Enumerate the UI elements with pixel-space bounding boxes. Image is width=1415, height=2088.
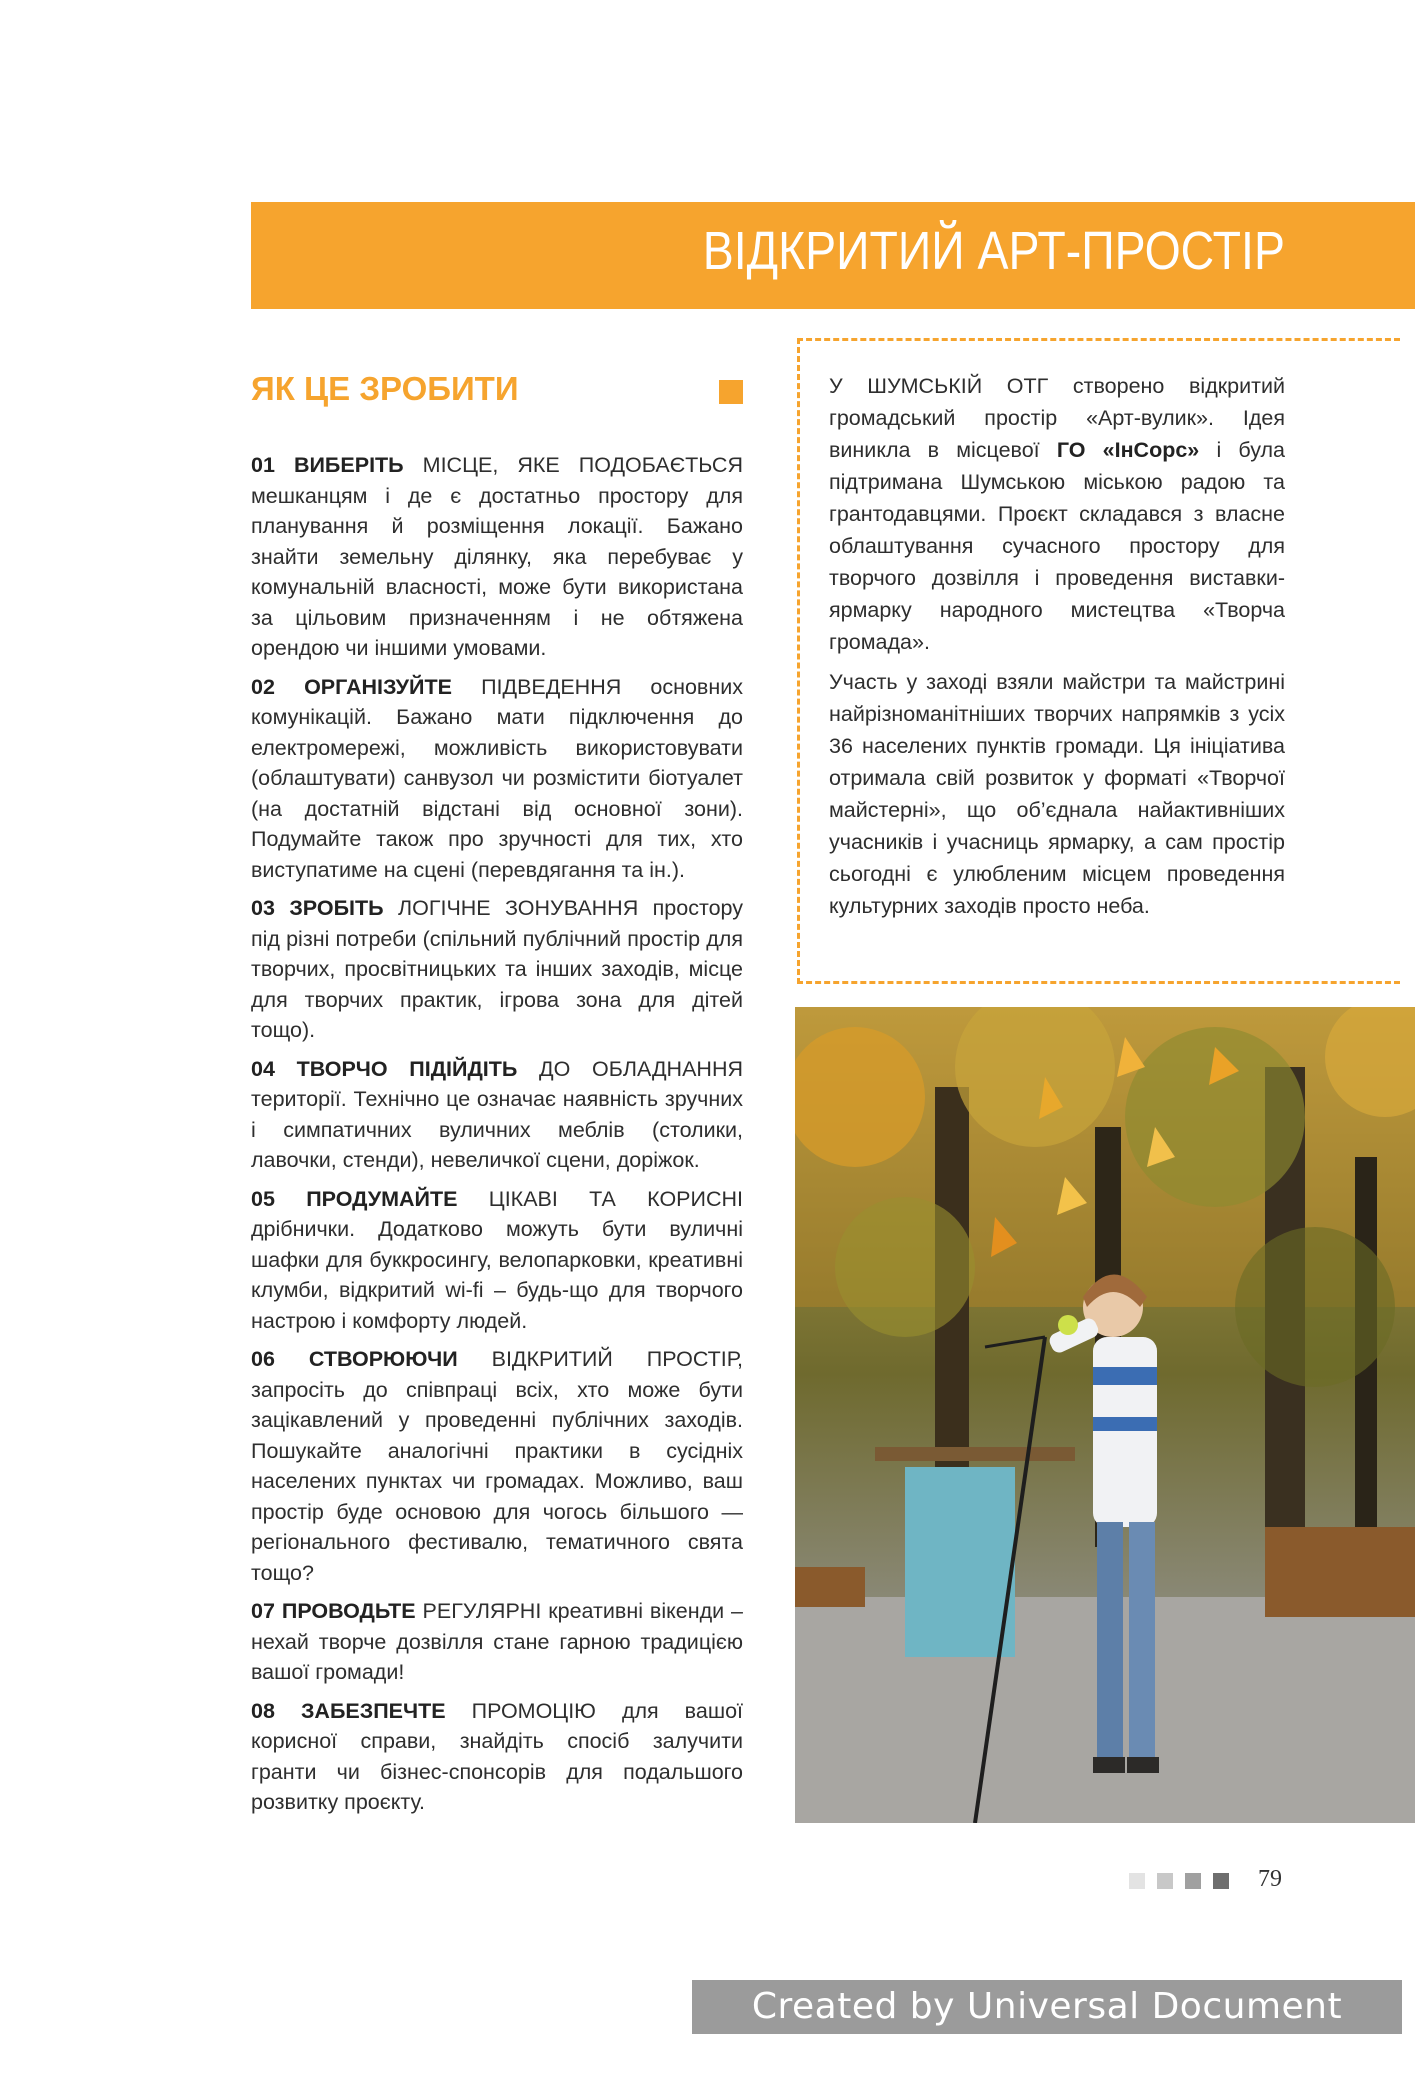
case-study (829, 370, 1285, 930)
step-number: 06 (251, 1347, 275, 1371)
organization-name: ГО «ІнСорс» (1056, 438, 1200, 462)
step-item (251, 450, 743, 664)
step-item (251, 1054, 743, 1176)
step-text: простору під різні потреби (спільний публічний простір для творчих, просвітницьких та інших заходів, місце для творчих практик, ігрова зона для дітей тощо). (251, 896, 743, 1042)
title-banner (251, 202, 1415, 309)
step-text: території. Технічно це означає наявність зручних і симпатичних вуличних меблів (столики, лавочки, стенди), невеличкої сцени, доріжок. (251, 1087, 743, 1172)
step-lead: ПРОДУМАЙТЕ (306, 1186, 458, 1211)
page-mark (1213, 1873, 1229, 1889)
step-number: 08 (251, 1698, 275, 1723)
page-mark (1157, 1873, 1173, 1889)
step-caps: ПІДВЕДЕННЯ (481, 674, 622, 699)
step-number: 05 (251, 1186, 275, 1211)
step-lead: СТВОРЮЮЧИ (308, 1347, 458, 1371)
step-number: 03 (251, 896, 275, 920)
step-item (251, 1696, 743, 1818)
step-text: запросіть до співпраці всіх, хто може бути зацікавлений у проведенні публічних заходів. Пошукайте аналогічні практики в сусідніх населених пунктах чи громадах. Можливо, ваш простір буде основою для чогось більшого — регіонального фестивалю, тематичного свята тощо? (251, 1377, 743, 1585)
page-number: 79 (1258, 1866, 1282, 1892)
square-marker-icon (719, 380, 743, 404)
step-number: 07 (251, 1599, 275, 1623)
step-lead: ЗАБЕЗПЕЧТЕ (300, 1698, 446, 1723)
page-mark (1129, 1873, 1145, 1889)
step-item (251, 1184, 743, 1337)
step-text: для вашої корисної справи, знайдіть спосіб залучити гранти чи бізнес-спонсорів для подальшого розвитку проєкту. (251, 1698, 744, 1814)
section-heading-text: ЯК ЦЕ ЗРОБИТИ (251, 370, 519, 407)
step-lead: ТВОРЧО ПІДІЙДІТЬ (296, 1056, 518, 1081)
step-number: 01 (251, 453, 275, 477)
page-title: ВІДКРИТИЙ АРТ-ПРОСТІР (702, 221, 1285, 281)
page-mark (1185, 1873, 1201, 1889)
step-item (251, 1596, 743, 1688)
case-paragraph-1 (829, 370, 1285, 658)
step-lead: ПРОВОДЬТЕ (281, 1599, 416, 1623)
step-lead: ОРГАНІЗУЙТЕ (304, 674, 452, 699)
converter-watermark: Created by Universal Document Converter (692, 1980, 1402, 2034)
case-text-end: і була підтримана Шумською міською радою та грантодавцями. Проєкт складався з власне облаштування сучасного простору для творчого дозвілля і проведення виставки-ярмарку народного мистецтва «Творча громада». (829, 438, 1285, 654)
step-lead: ВИБЕРІТЬ (293, 453, 404, 477)
step-item (251, 672, 743, 886)
step-text: креативні вікенди – нехай творче дозвілля стане гарною традицією вашої громади! (251, 1599, 744, 1684)
section-heading (251, 370, 743, 414)
step-text: мешканцям і де є достатньо простору для планування й розміщення локації. Бажано знайти земельну ділянку, яка перебуває у комунальній власності, може бути використана за цільовим призначенням і не обтяжена орендою чи іншими умовами. (251, 483, 743, 660)
event-photo (795, 1007, 1415, 1823)
step-item (251, 893, 743, 1046)
singer-photo-image (795, 1007, 1415, 1823)
step-caps: ЦІКАВІ ТА КОРИСНІ (488, 1186, 744, 1211)
step-number: 04 (251, 1056, 275, 1081)
step-caps: ЛОГІЧНЕ ЗОНУВАННЯ (398, 896, 639, 920)
step-text: основних комунікацій. Бажано мати підключення до електромережі, можливість використовувати (облаштувати) санвузол чи розмістити біотуалет (на достатній відстані від основної зони). Подумайте також про зручності для тих, хто виступатиме на сцені (перевдягання та ін.). (251, 674, 743, 882)
step-lead: ЗРОБІТЬ (289, 896, 384, 920)
step-item (251, 1344, 743, 1588)
case-text-start: У ШУМСЬКІЙ ОТГ створено відкритий громадський простір «Арт-вулик». Ідея виникла в місцевої (829, 374, 1285, 462)
step-number: 02 (251, 674, 275, 699)
step-text: дрібнички. Додатково можуть бути вуличні шафки для буккросингу, велопарковки, креативні клумби, відкритий wi-fi – будь-що для творчого настрою і комфорту людей. (251, 1217, 743, 1333)
step-caps: ВІДКРИТИЙ ПРОСТІР, (491, 1347, 743, 1371)
step-caps: МІСЦЕ, ЯКЕ ПОДОБАЄТЬСЯ (422, 453, 743, 477)
how-to-section (251, 370, 743, 1826)
case-paragraph-2: Участь у заході взяли майстри та майстрині найрізноманітніших творчих напрямків з усіх 36 населених пунктів громади. Ця ініціатива отримала свій розвиток у форматі «Творчої майстерні», що об’єднала найактивніших учасників і учасниць ярмарку, а сам простір сьогодні є улюбленим місцем проведення культурних заходів просто неба. (829, 670, 1285, 918)
step-caps: ПРОМОЦІЮ (471, 1698, 596, 1723)
step-caps: РЕГУЛЯРНІ (422, 1599, 542, 1623)
step-caps: ДО ОБЛАДНАННЯ (539, 1056, 744, 1081)
